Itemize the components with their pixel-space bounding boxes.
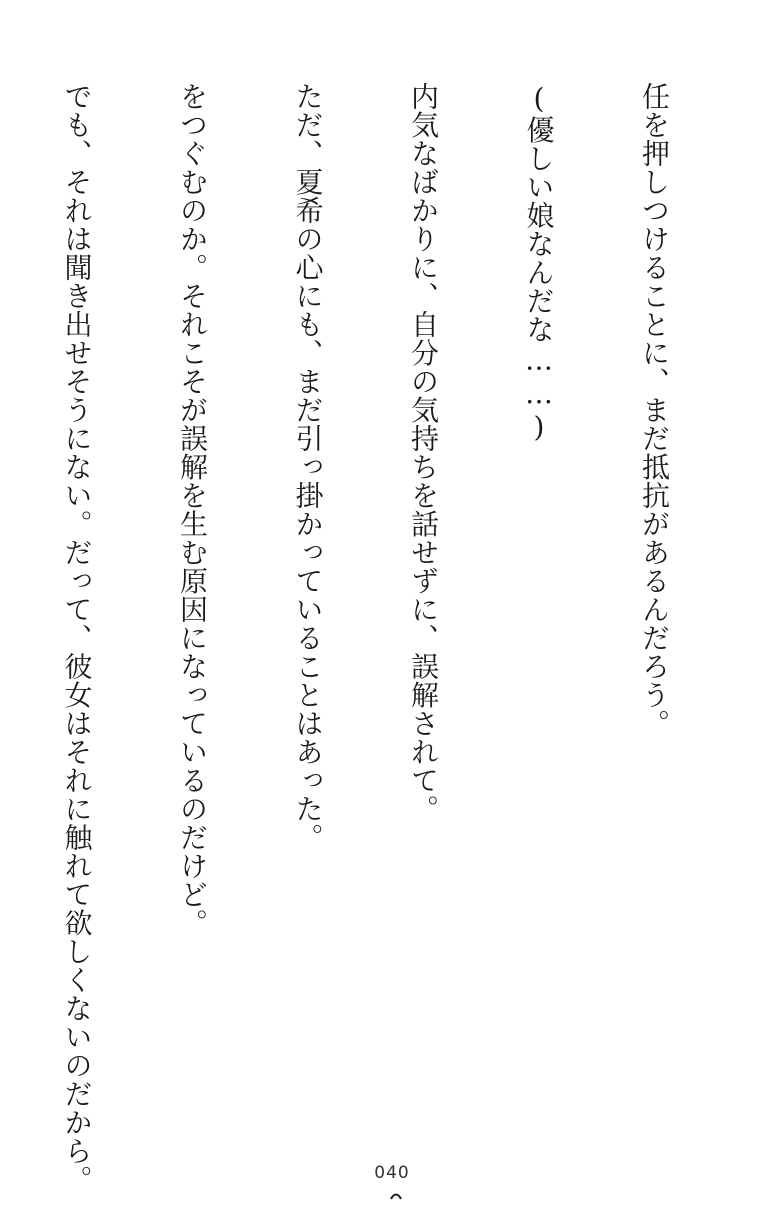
text-line: をつぐむのか。それこそが誤解を生む原因になっているのだけど。 (176, 82, 209, 937)
text-line: ただ、夏希の心にも、まだ引っ掛かっていることはあった。 (291, 82, 325, 852)
text-line: 内気なばかりに、自分の気持ちを話せずに、誤解されて。 (407, 82, 440, 823)
text-line: (優しい娘なんだな……) (522, 82, 556, 444)
text-line: 任を押しつけることに、まだ抵抗があるんだろう。 (638, 82, 671, 738)
text-line: でも、それは聞き出せそうにない。だって、彼女はそれに触れて欲しくないのだから。 (60, 82, 94, 1194)
page-number: 040 (374, 1163, 410, 1183)
binding-mark-icon (388, 1191, 404, 1200)
